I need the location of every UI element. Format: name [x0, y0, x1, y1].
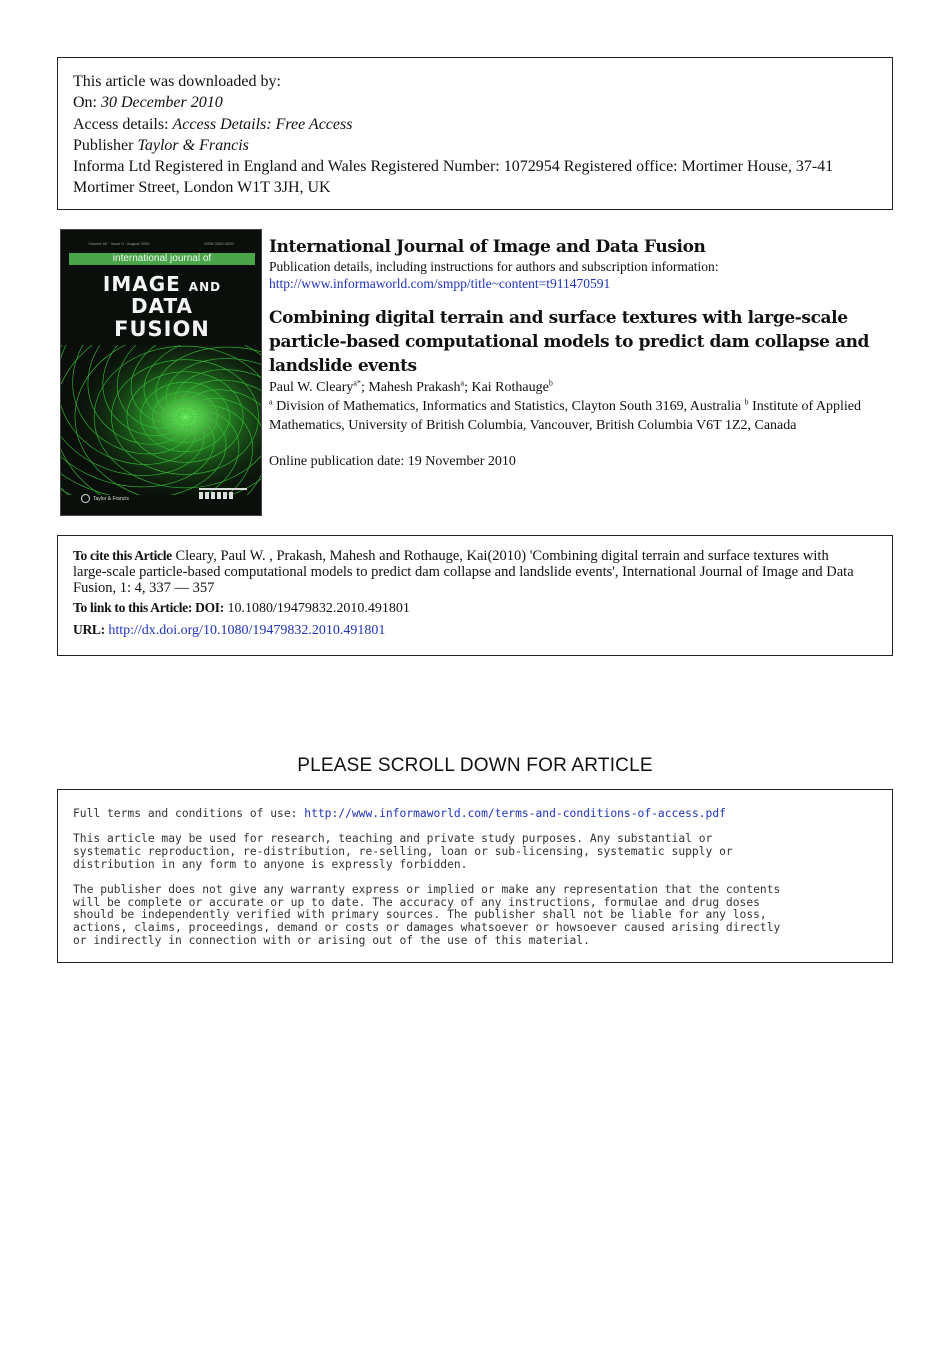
doi-value: 10.1080/19479832.2010.491801	[227, 601, 410, 617]
registration-info: Informa Ltd Registered in England and Wales Registered Number: 1072954 Registered office: Mortimer House, 37-41 Mortimer Street, London W1T 3JH, UK	[73, 158, 834, 197]
terms-paragraph-disclaimer: The publisher does not give any warranty express or implied or make any representation that the contents will be complete or accurate or up to date. The accuracy of any instructions, formulae and drug doses should be independently verified with primary sources. The publisher shall not be liable for any loss, actions, claims, proceedings, demand or costs or damages whatsoever or howsoever caused arising directly or indirectly in connection with or arising out of the use of this material.	[73, 882, 781, 948]
download-date: 30 December 2010	[101, 94, 223, 112]
author-name: Kai Rothauge	[471, 380, 549, 395]
affiliations	[269, 397, 889, 435]
access-label: Access details:	[73, 115, 169, 133]
publisher-name: Taylor & Francis	[137, 136, 249, 154]
cover-band: international journal of	[69, 253, 255, 265]
article-title: Combining digital terrain and surface textures with large-scale particle-based computational models to predict dam collapse and landslide events	[269, 308, 870, 376]
cover-meta	[61, 241, 261, 246]
author-affiliation-mark: a	[460, 378, 465, 388]
author-affiliation-mark: a*	[353, 378, 361, 388]
terms-url-link[interactable]: http://www.informaworld.com/terms-and-conditions-of-access.pdf	[304, 807, 726, 820]
author-list: Paul W. Cleary$^{a*}$; Mahesh Prakash$^a$; Kai Rothauge$^b$	[269, 378, 553, 395]
publisher-logo-text: Taylor & Francis	[93, 495, 129, 502]
cover-title-line1	[69, 272, 255, 296]
cite-label: To cite this Article	[73, 548, 172, 563]
cover-volume: Volume 00 · Issue 0 · August 2009	[88, 241, 150, 246]
url-line	[73, 620, 877, 641]
doi-url-link[interactable]: http://dx.doi.org/10.1080/19479832.2010.491801	[108, 623, 386, 639]
cover-title-word-and: AND	[188, 280, 222, 294]
cite-reference: Cleary, Paul W. , Prakash, Mahesh and Rothauge, Kai(2010) 'Combining digital terrain and surface textures with large-scale particle-based computational models to predict dam collapse and landslide events', International Journal of Image and Data Fusion, 1: 4, 337 — 357	[73, 548, 854, 596]
author-name: Paul W. Cleary	[269, 380, 354, 395]
journal-title: International Journal of Image and Data Fusion	[269, 237, 706, 257]
citation-box	[57, 535, 893, 656]
terms-paragraph-usage: This article may be used for research, teaching and private study purposes. Any substantial or systematic reproduction, re-distribution, re-selling, loan or sub-licensing, systematic supply or distribution in any form to anyone is expressly forbidden.	[73, 831, 733, 871]
cover-issn: ISSN 0000-0000	[204, 241, 234, 246]
doi-line	[73, 598, 877, 619]
downloaded-by-line: This article was downloaded by:	[73, 73, 281, 90]
cover-title-line3: FUSION	[114, 317, 210, 341]
publisher-logo	[81, 494, 129, 503]
full-terms-line	[73, 808, 877, 821]
download-date-line	[73, 92, 877, 113]
scroll-down-notice: PLEASE SCROLL DOWN FOR ARTICLE	[297, 755, 653, 776]
publication-details: Publication details, including instructions for authors and subscription information:	[269, 259, 719, 274]
citation-text	[73, 548, 863, 596]
publisher-label: Publisher	[73, 136, 134, 154]
online-publication-date: Online publication date: 19 November 2010	[269, 454, 516, 469]
journal-cover-image	[60, 229, 262, 516]
publisher-logo-icon	[81, 494, 90, 503]
author-affiliation-mark: b	[548, 378, 553, 388]
full-terms-label: Full terms and conditions of use:	[73, 807, 298, 820]
affiliation-mark-b: b	[744, 397, 749, 407]
publisher-line	[73, 135, 877, 156]
affiliation-mark-a: a	[269, 397, 273, 407]
access-details: Access Details: Free Access	[172, 115, 353, 133]
article-info	[269, 237, 909, 471]
download-info-box	[57, 57, 893, 210]
terms-box	[57, 789, 893, 963]
cover-title-line2: DATA	[130, 294, 194, 318]
doi-label: To link to this Article: DOI:	[73, 600, 224, 616]
cover-spiral-art	[61, 345, 262, 495]
on-label: On:	[73, 94, 97, 112]
affiliation-b: Institute of Applied Mathematics, University of British Columbia, Vancouver, British Columbia V6T 1Z2, Canada	[269, 399, 862, 433]
affiliation-a: Division of Mathematics, Informatics and Statistics, Clayton South 3169, Australia	[276, 399, 742, 414]
journal-url-link[interactable]: http://www.informaworld.com/smpp/title~content=t911470591	[269, 276, 611, 291]
series-logo-icon	[199, 488, 247, 504]
cover-title-word-image: IMAGE	[102, 272, 181, 296]
access-details-line	[73, 114, 877, 135]
author-name: Mahesh Prakash	[368, 380, 461, 395]
url-label: URL:	[73, 622, 105, 638]
